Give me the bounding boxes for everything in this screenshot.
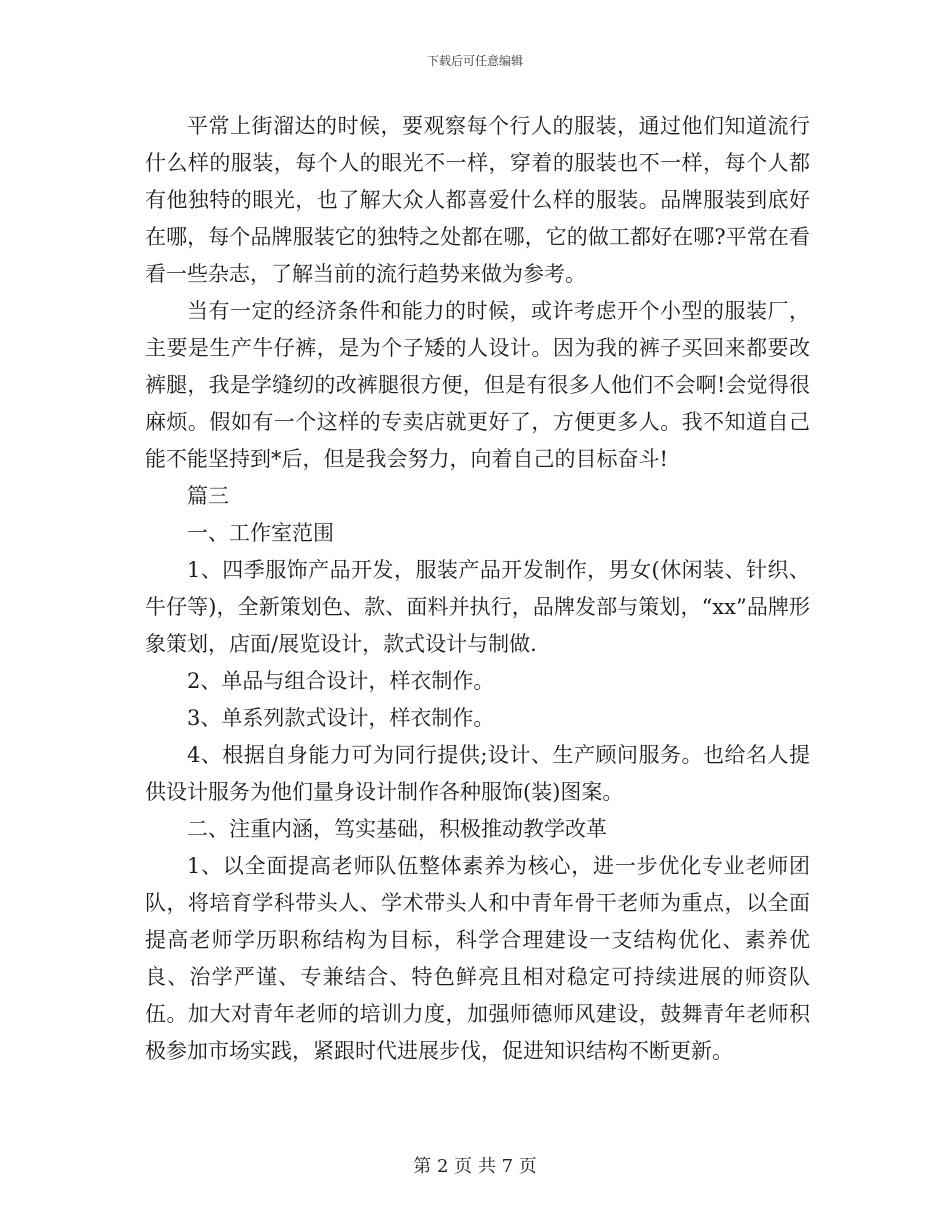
section-title-part-three: 篇三 (187, 484, 229, 508)
heading-studio-scope: 一、工作室范围 (187, 521, 334, 545)
page-header-note: 下载后可任意编辑 (426, 54, 523, 68)
paragraph-teacher-team: 1、以全面提高老师队伍整体素养为核心，进一步优化专业老师团队，将培育学科带头人、学术带头人和中青年骨干老师为重点，以全面提高老师学历职称结构为目标，科学合理建设一支结构优化、素养优良、治学严谨、专兼结合、特色鲜亮且相对稳定可持续进展的师资队伍。加大对青年老师的培训力度，加强师德师风建设，鼓舞青年老师积极参加市场实践，紧跟时代进展步伐，促进知识结构不断更新。 (145, 854, 810, 1063)
heading-teaching-reform: 二、注重内涵，笃实基础，积极推动教学改革 (187, 817, 607, 841)
list-item-3: 3、单系列款式设计，样衣制作。 (187, 706, 495, 730)
list-item-4: 4、根据自身能力可为同行提供;设计、生产顾问服务。也给名人提供设计服务为他们量身设计制作各种服饰(装)图案。 (145, 743, 810, 804)
list-item-2: 2、单品与组合设计，样衣制作。 (187, 669, 495, 693)
list-item-1: 1、四季服饰产品开发，服装产品开发制作，男女(休闲装、针织、牛仔等)，全新策划色、款、面料并执行，品牌发部与策划，“xx”品牌形象策划，店面/展览设计，款式设计与制做. (145, 558, 810, 656)
paragraph-observe-fashion: 平常上街溜达的时候，要观察每个行人的服装，通过他们知道流行什么样的服装，每个人的眼光不一样，穿着的服装也不一样，每个人都有他独特的眼光，也了解大众人都喜爱什么样的服装。品牌服装到底好在哪，每个品牌服装它的独特之处都在哪，它的做工都好在哪?平常在看看一些杂志，了解当前的流行趋势来做为参考。 (145, 114, 810, 286)
page-number: 第 2 页 共 7 页 (413, 1156, 537, 1177)
document-body (145, 108, 810, 1070)
paragraph-factory-plan: 当有一定的经济条件和能力的时候，或许考虑开个小型的服装厂，主要是生产牛仔裤，是为个子矮的人设计。因为我的裤子买回来都要改裤腿，我是学缝纫的改裤腿很方便，但是有很多人他们不会啊!会觉得很麻烦。假如有一个这样的专卖店就更好了，方便更多人。我不知道自己能不能坚持到*后，但是我会努力，向着自己的目标奋斗! (145, 299, 810, 471)
